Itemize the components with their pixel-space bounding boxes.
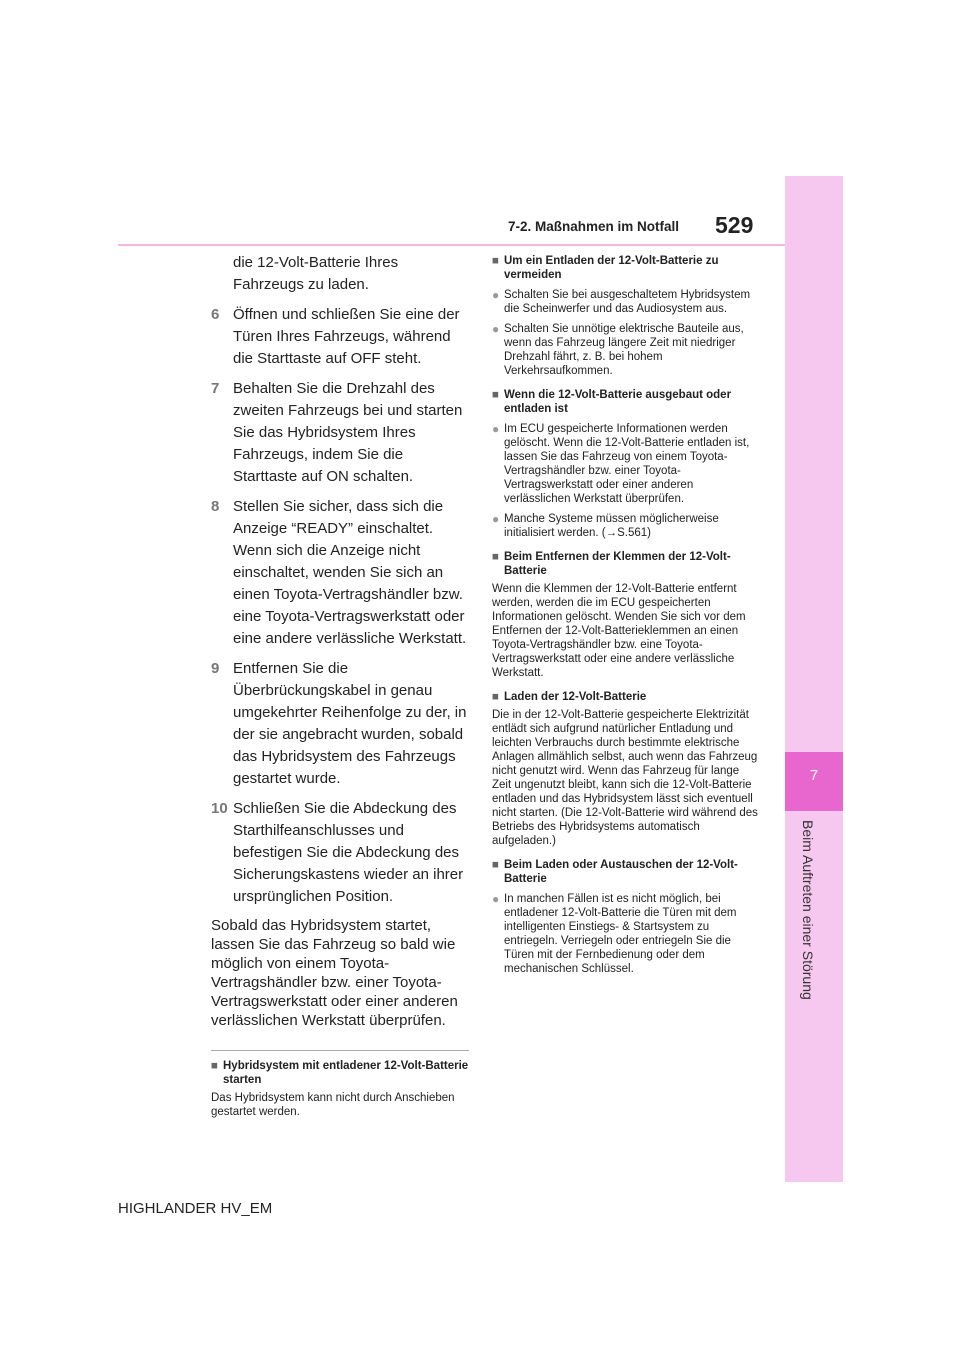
- note-text: Das Hybridsystem kann nicht durch Anschieben gestartet werden.: [211, 1092, 455, 1118]
- section-heading: [492, 254, 758, 282]
- note-divider: [211, 1050, 469, 1051]
- section-heading: [492, 858, 758, 886]
- step-6: [211, 304, 469, 370]
- note-heading: [211, 1059, 469, 1087]
- bullet-item: [492, 892, 758, 976]
- step-number: 9: [211, 660, 220, 677]
- circle-bullet-icon: ●: [492, 288, 500, 302]
- continuation-text: die 12-Volt-Batterie Ihres Fahrzeugs zu laden.: [233, 254, 399, 293]
- circle-bullet-icon: ●: [492, 322, 500, 336]
- bullet-item: [492, 288, 758, 316]
- page-number: 529: [715, 212, 754, 238]
- step-text: Schließen Sie die Abdeckung des Starthilfeanschlusses und befestigen Sie die Abdeckung des Sicherungskastens wieder an ihrer ursprünglichen Position.: [233, 800, 464, 905]
- square-bullet-icon: ■: [492, 551, 499, 563]
- side-tab-bar: [785, 176, 843, 1182]
- square-bullet-icon: ■: [492, 255, 499, 267]
- square-bullet-icon: ■: [492, 691, 499, 703]
- circle-bullet-icon: ●: [492, 892, 500, 906]
- section-heading: [492, 690, 758, 704]
- step-number: 8: [211, 498, 220, 515]
- square-bullet-icon: ■: [492, 389, 499, 401]
- section-title: 7-2. Maßnahmen im Notfall: [508, 219, 680, 234]
- section-heading: [492, 388, 758, 416]
- circle-bullet-icon: ●: [492, 512, 500, 526]
- step-8: [211, 496, 469, 650]
- step-7: [211, 378, 469, 488]
- section-heading-text: Beim Entfernen der Klemmen der 12-Volt-Batterie: [504, 551, 731, 577]
- side-tab-label: Beim Auftreten einer Störung: [800, 820, 816, 1000]
- bullet-item: [492, 322, 758, 378]
- step-10: [211, 798, 469, 908]
- section-heading-text: Beim Laden oder Austauschen der 12-Volt-Batterie: [504, 859, 738, 885]
- section-text: Die in der 12-Volt-Batterie gespeicherte Elektrizität entlädt sich aufgrund natürlicher Entladung und leichten Verbrauchs durch bestimmte elektrische Anlagen allmählich selbst, auch wenn das Fahrzeug nicht genutzt wird. Wenn das Fahrzeug für lange Zeit ungenutzt bleibt, kann sich die 12-Volt-Batterie entladen und das Hybridsystem lässt sich eventuell nicht starten. (Die 12-Volt-Batterie wird während des Betriebs des Hybridsystems automatisch aufgeladen.): [492, 709, 758, 847]
- section-text: Wenn die Klemmen der 12-Volt-Batterie entfernt werden, werden die im ECU gespeicherten Informationen gelöscht. Wenden Sie sich vor dem Entfernen der 12-Volt-Batterieklemmen an einen Toyota-Vertragshändler bzw. eine Toyota-Vertragswerkstatt oder eine andere verlässliche Werkstatt.: [492, 583, 746, 679]
- step-text: Behalten Sie die Drehzahl des zweiten Fahrzeugs bei und starten Sie das Hybridsystem Ihres Fahrzeugs, indem Sie die Starttaste auf ON schalten.: [233, 380, 463, 485]
- note-heading-text: Hybridsystem mit entladener 12-Volt-Batterie starten: [223, 1060, 469, 1086]
- bullet-text: In manchen Fällen ist es nicht möglich, bei entladener 12-Volt-Batterie die Türen mit dem intelligenten Einstiegs- & Startsystem zu entriegeln. Verriegeln oder entriegeln Sie die Türen mit der Fernbedienung oder dem mechanischen Schlüssel.: [504, 893, 737, 975]
- step-number: 10: [211, 800, 228, 817]
- bullet-text: Im ECU gespeicherte Informationen werden gelöscht. Wenn die 12-Volt-Batterie entladen ist, lassen Sie das Fahrzeug von einem Toyota-Vertragshändler bzw. einer Toyota-Vertragswerkstatt oder einer anderen verlässlichen Werkstatt überprüfen.: [504, 423, 750, 505]
- bullet-item: [492, 422, 758, 506]
- circle-bullet-icon: ●: [492, 422, 500, 436]
- left-column: [211, 252, 469, 1119]
- right-column: [492, 254, 758, 976]
- step-text: Entfernen Sie die Überbrückungskabel in genau umgekehrter Reihenfolge zu der, in der sie angebracht wurden, sobald das Hybridsystem des Fahrzeugs gestartet wurde.: [233, 660, 467, 787]
- step-text: Stellen Sie sicher, dass sich die Anzeige “READY” einschaltet. Wenn sich die Anzeige nicht einschaltet, wenden Sie sich an einen Toyota-Vertragshändler bzw. eine Toyota-Vertragswerkstatt oder eine andere verlässliche Werkstatt.: [233, 498, 467, 647]
- bullet-text: Schalten Sie unnötige elektrische Bauteile aus, wenn das Fahrzeug längere Zeit mit niedriger Drehzahl fährt, z. B. bei hohem Verkehrsaufkommen.: [504, 323, 744, 377]
- section-heading-text: Wenn die 12-Volt-Batterie ausgebaut oder entladen ist: [504, 389, 732, 415]
- section-heading-text: Laden der 12-Volt-Batterie: [504, 691, 647, 703]
- bullet-text: Schalten Sie bei ausgeschaltetem Hybridsystem die Scheinwerfer und das Audiosystem aus.: [504, 289, 751, 315]
- step-number: 6: [211, 306, 220, 323]
- header-divider: [118, 244, 785, 246]
- footer-model: HIGHLANDER HV_EM: [118, 1200, 273, 1217]
- closing-paragraph: Sobald das Hybridsystem startet, lassen Sie das Fahrzeug so bald wie möglich von einem Toyota-Vertragshändler bzw. einer Toyota-Vertragswerkstatt oder einer anderen verlässlichen Werkstatt überprüfen.: [211, 917, 458, 1029]
- bullet-item: [492, 512, 758, 540]
- square-bullet-icon: ■: [211, 1060, 218, 1072]
- section-heading: [492, 550, 758, 578]
- step-number: 7: [211, 380, 220, 397]
- bullet-text: Manche Systeme müssen möglicherweise initialisiert werden. (→S.561): [504, 513, 719, 539]
- side-tab-number: 7: [809, 767, 819, 784]
- section-heading-text: Um ein Entladen der 12-Volt-Batterie zu vermeiden: [504, 255, 719, 281]
- square-bullet-icon: ■: [492, 859, 499, 871]
- step-9: [211, 658, 469, 790]
- step-text: Öffnen und schließen Sie eine der Türen Ihres Fahrzeugs, während die Starttaste auf OFF steht.: [233, 306, 460, 367]
